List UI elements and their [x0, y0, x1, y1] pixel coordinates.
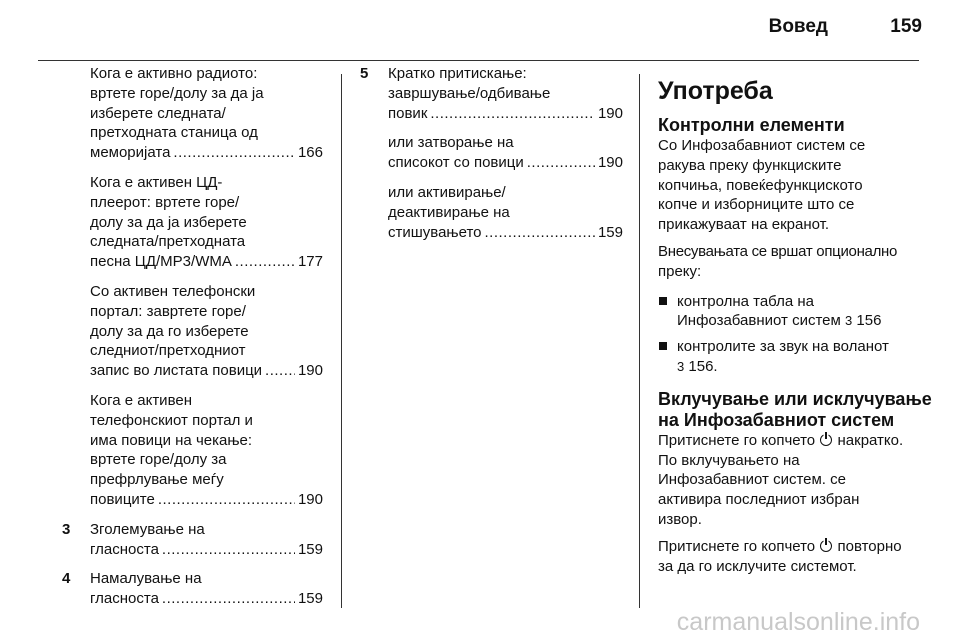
text-line: копчиња, повеќефункциското	[658, 176, 863, 194]
entry-text-line: има повици на чекање:	[90, 431, 253, 449]
toc-entry	[360, 64, 623, 123]
input-paragraph	[658, 242, 923, 282]
page-reference[interactable]: 190	[297, 362, 323, 380]
toc-leader-line	[90, 540, 323, 560]
entry-text-line: Намалување на	[90, 570, 202, 588]
page-ref-arrow-icon: 3	[677, 358, 685, 374]
toc-leader-line	[90, 252, 323, 272]
entry-text-line: вртете горе/долу за да ја	[90, 84, 264, 102]
page-reference[interactable]: 190	[597, 104, 623, 122]
item-number: 3	[62, 520, 71, 538]
dot-leader	[232, 252, 295, 272]
text-line: Со Инфозабавниот систем се	[658, 137, 866, 154]
entry-text-line: долу за да ја изберете	[90, 213, 247, 231]
heading-line: на Инфозабавниот систем	[658, 409, 895, 430]
page-reference[interactable]: 166	[297, 144, 323, 162]
press-text-after: повторно	[837, 537, 902, 555]
text-line: Инфозабавниот систем. се	[658, 471, 846, 489]
toc-leader-line	[388, 223, 623, 243]
column-divider-right	[639, 74, 640, 608]
bullet-item	[658, 337, 923, 377]
toc-leader-line	[90, 361, 323, 381]
header-page-number: 159	[890, 16, 922, 37]
press-text-after: накратко.	[837, 431, 904, 449]
toc-leader-line	[388, 153, 623, 173]
entry-text-line: изберете следната/	[90, 104, 226, 122]
toc-entry	[90, 391, 323, 510]
press-short-line	[658, 431, 923, 451]
page-ref-number: 156.	[688, 357, 718, 375]
entry-text-line: Со активен телефонски	[90, 282, 256, 300]
header-rule	[38, 60, 919, 61]
section-title: Употреба	[658, 77, 773, 105]
controls-paragraph	[658, 136, 923, 235]
entry-text-line: списокот со повици	[388, 154, 524, 172]
column-right	[658, 64, 932, 583]
page-reference[interactable]: 159	[597, 223, 623, 241]
bullet-text: Инфозабавниот систем	[677, 312, 841, 330]
toc-leader-line	[90, 490, 323, 510]
dot-leader	[427, 104, 595, 124]
bullet-item	[658, 292, 923, 332]
entry-text-line: Зголемување на	[90, 520, 205, 538]
page-reference[interactable]: 190	[297, 490, 323, 508]
onoff-heading	[658, 388, 932, 431]
page-reference[interactable]: 177	[297, 253, 323, 271]
toc-leader-line	[90, 589, 323, 609]
watermark: carmanualsonline.info	[676, 608, 920, 636]
text-line	[677, 311, 923, 331]
page-ref-number: 156	[856, 312, 882, 330]
toc-leader-line	[90, 143, 323, 163]
press-text: Притиснете го копчето	[658, 431, 816, 449]
entry-text-line: следната/претходната	[90, 233, 246, 251]
entry-text-line: или активирање/	[388, 183, 506, 201]
toc-entry	[388, 133, 623, 173]
entry-text-line: завршување/одбивање	[388, 84, 551, 102]
text-line: копче и изборниците што се	[658, 196, 855, 214]
text-line: прикажуваат на екранот.	[658, 216, 830, 234]
page-reference[interactable]: 190	[597, 154, 623, 172]
column-middle	[360, 64, 623, 252]
entry-text-line: повик	[388, 104, 428, 122]
off-paragraph	[658, 537, 923, 577]
item-number: 5	[360, 65, 369, 82]
toc-entry	[90, 64, 323, 163]
text-line: преку:	[658, 262, 702, 280]
dot-leader	[170, 143, 295, 163]
entry-text-line: портал: завртете горе/	[90, 302, 246, 320]
text-line: ракува преку функциските	[658, 156, 842, 174]
dot-leader	[155, 490, 295, 510]
text-line: Внесувањата се вршат опционално	[658, 242, 898, 260]
dot-leader	[159, 540, 295, 560]
entry-text-line: претходната станица од	[90, 124, 258, 142]
entry-text-line: стишувањето	[388, 223, 482, 241]
entry-text-line: гласноста	[90, 540, 159, 558]
dot-leader	[262, 361, 295, 381]
entry-text-line: следниот/претходниот	[90, 342, 246, 360]
entry-text-line: деактивирање на	[388, 203, 510, 221]
entry-text-line: вртете горе/долу за	[90, 451, 227, 469]
text-line: контролна табла на	[677, 292, 814, 310]
entry-text-line: Кога е активен	[90, 391, 192, 409]
column-divider-left	[341, 74, 342, 608]
on-paragraph	[658, 451, 923, 530]
text-line	[677, 357, 923, 377]
page-reference[interactable]: 159	[297, 540, 323, 558]
toc-entry	[90, 173, 323, 272]
text-line: контролите за звук на воланот	[677, 338, 889, 356]
entry-text-line: долу за да го изберете	[90, 322, 249, 340]
dot-leader	[159, 589, 295, 609]
entry-text-line: повиците	[90, 490, 155, 508]
entry-text-line: Кога е активно радиото:	[90, 65, 258, 82]
text-line: активира последниот избран	[658, 491, 860, 509]
text-line: извор.	[658, 510, 702, 528]
page-ref-arrow-icon: 3	[844, 313, 853, 329]
entry-text-line: телефонскиот портал и	[90, 411, 253, 429]
bullet-square-icon	[659, 342, 667, 350]
dot-leader	[482, 223, 595, 243]
toc-entry	[388, 183, 623, 242]
bullet-square-icon	[659, 297, 667, 305]
heading-line: Вклучување или исклучување	[658, 388, 932, 409]
press-text: Притиснете го копчето	[658, 537, 816, 555]
entry-text-line: меморијата	[90, 144, 171, 162]
entry-text-line: Кога е активен ЦД-	[90, 173, 223, 191]
power-icon	[820, 540, 832, 552]
entry-text-line: плеерот: вртете горе/	[90, 193, 240, 211]
toc-entry	[62, 569, 323, 609]
controls-heading: Контролни елементи	[658, 115, 845, 135]
column-left	[62, 64, 323, 619]
text-line: за да го исклучите системот.	[658, 557, 857, 575]
dot-leader	[524, 153, 595, 173]
page-reference[interactable]: 159	[297, 590, 323, 608]
power-icon	[820, 434, 832, 446]
text-line: По вклучувањето на	[658, 451, 800, 469]
toc-leader-line	[388, 104, 623, 124]
entry-text-line: запис во листата повици	[90, 362, 263, 380]
entry-text-line: гласноста	[90, 590, 159, 608]
entry-text-line: или затворање на	[388, 134, 514, 152]
entry-text-line: префрлување меѓу	[90, 471, 224, 489]
header-section-title: Вовед	[768, 16, 828, 37]
toc-entry	[62, 520, 323, 560]
toc-entry	[90, 282, 323, 381]
item-number: 4	[62, 570, 71, 588]
entry-text-line: песна ЦД/MP3/WMA	[90, 253, 232, 271]
entry-text-line: Кратко притискање:	[388, 65, 527, 82]
